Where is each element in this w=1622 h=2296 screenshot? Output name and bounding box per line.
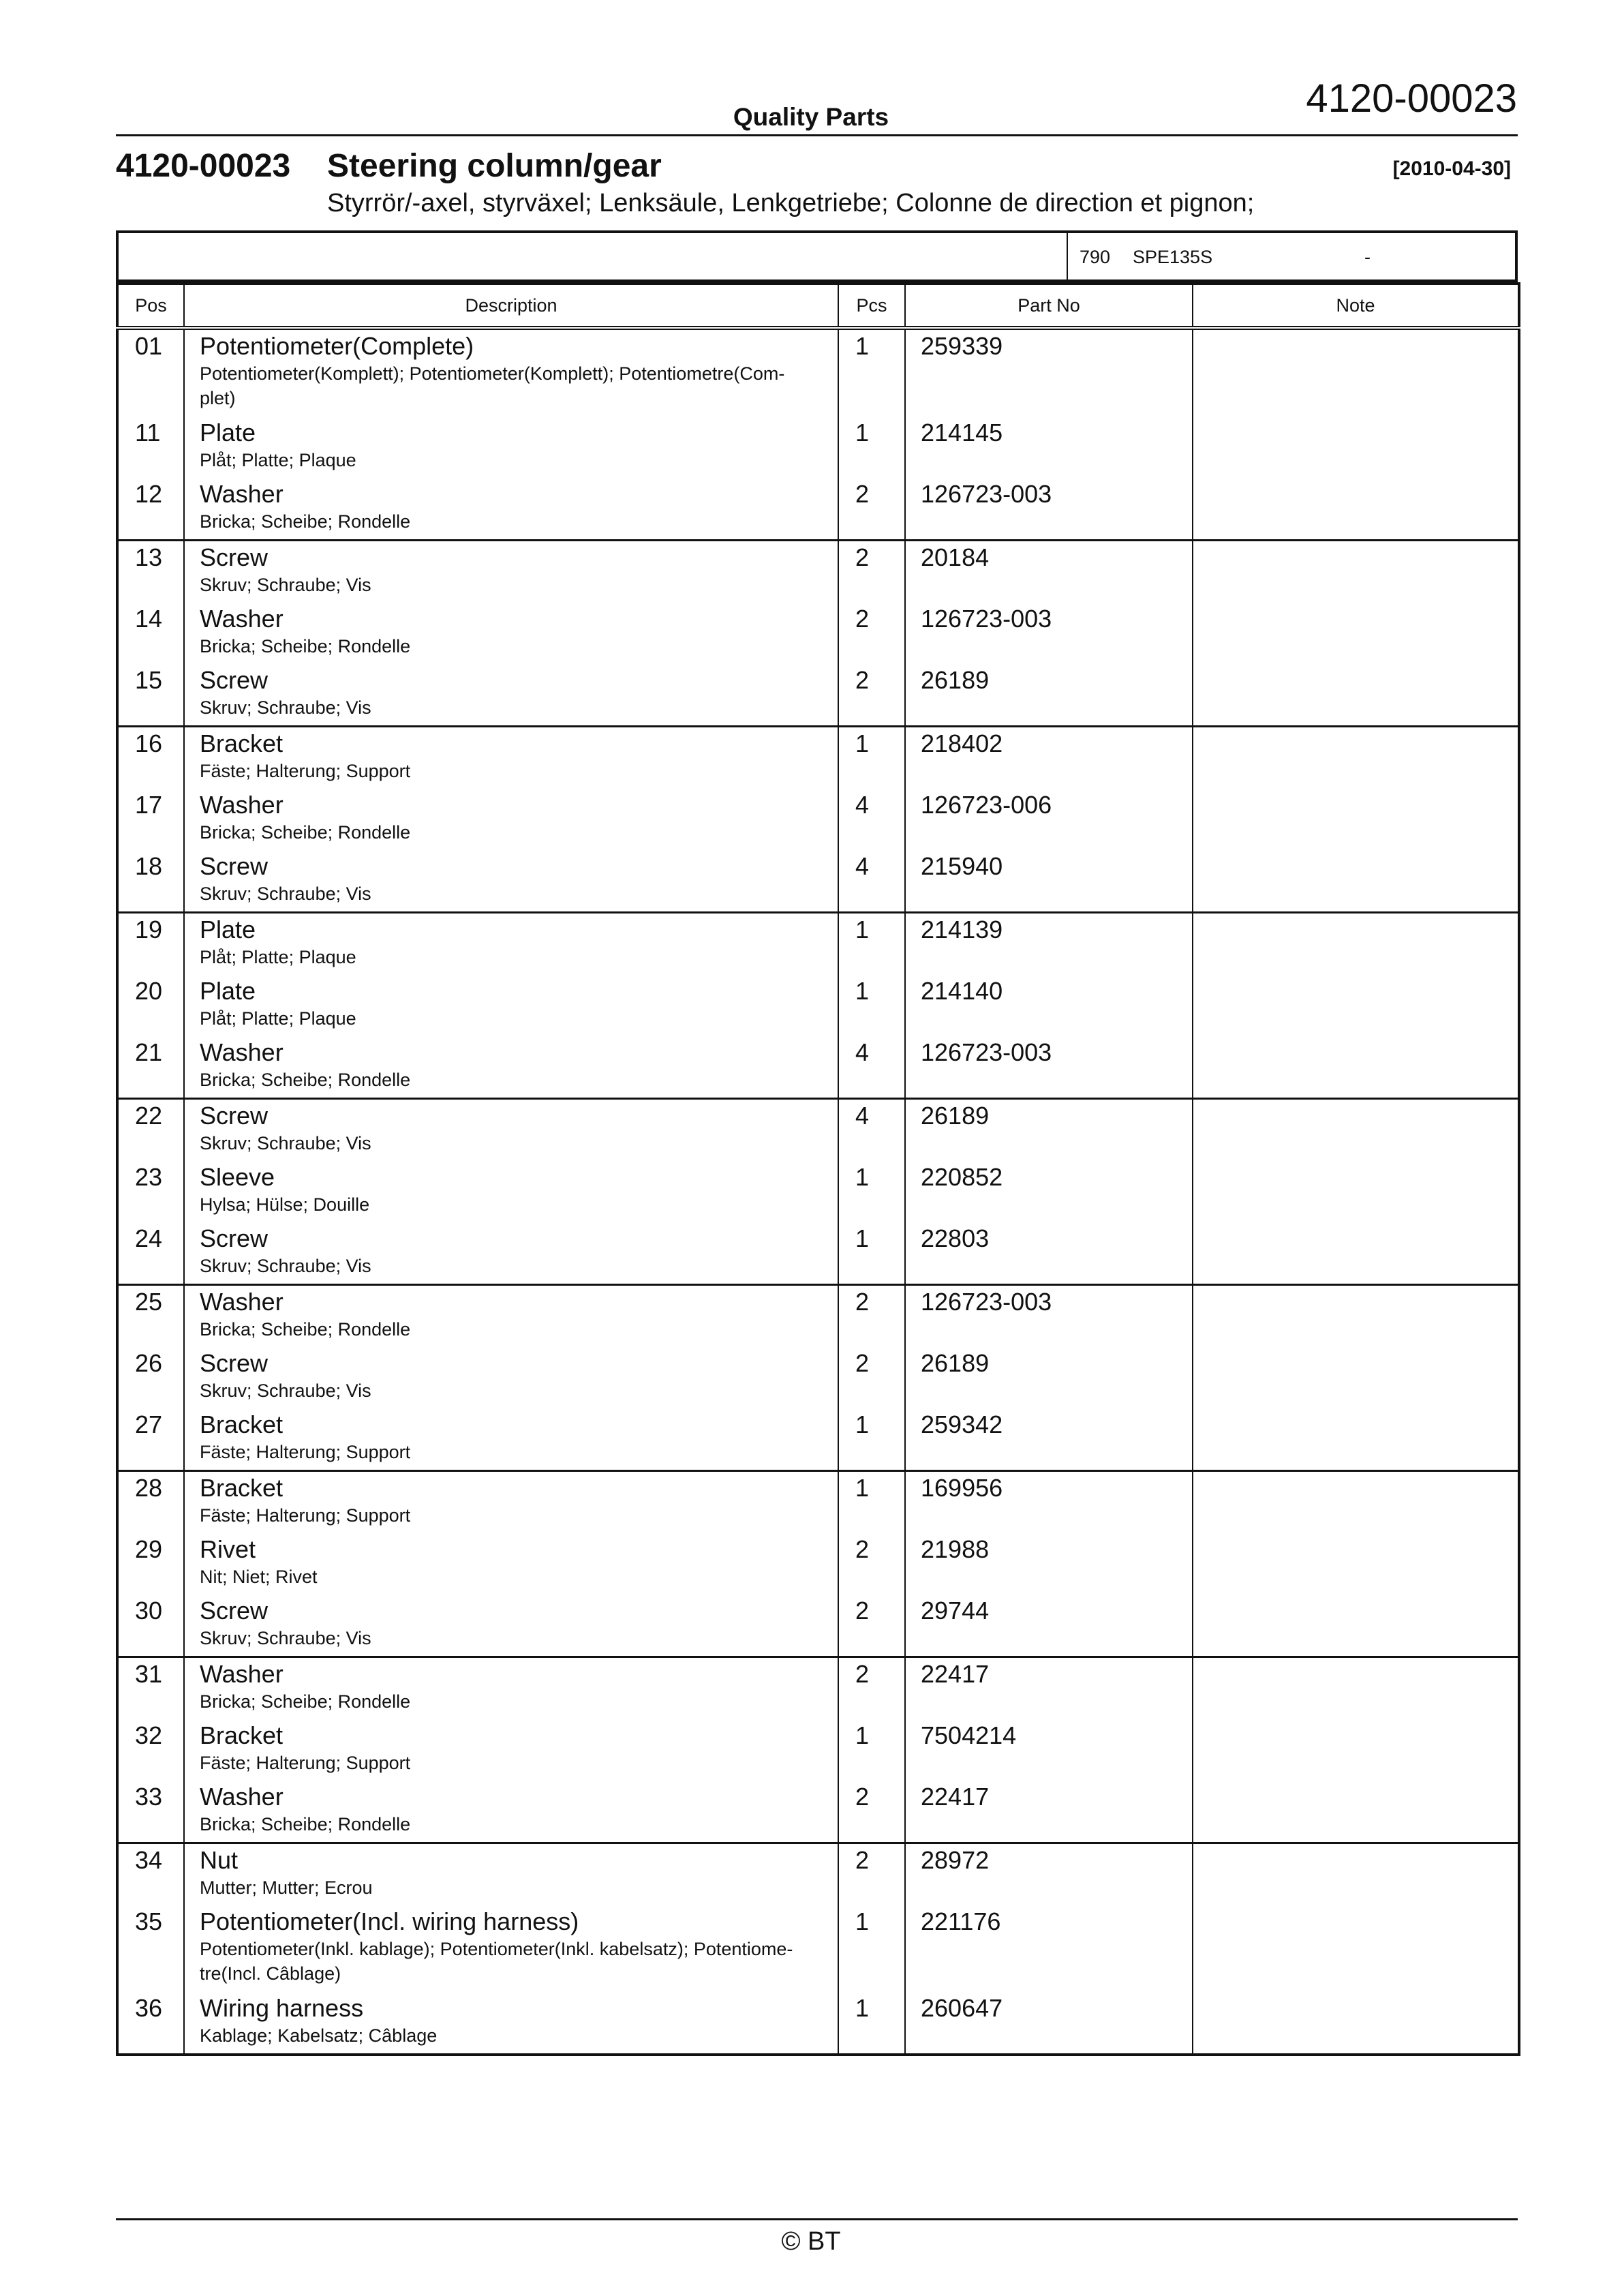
cell-part-no: 260647 <box>905 1992 1193 2055</box>
parts-group <box>117 913 1519 1099</box>
section-name: Steering column/gear <box>327 148 662 184</box>
cell-part-no: 214139 <box>905 913 1193 976</box>
model-name: SPE135S <box>1133 247 1213 267</box>
part-translations <box>200 1626 817 1650</box>
part-name: Potentiometer(Complete) <box>200 332 474 360</box>
part-name: Washer <box>200 791 284 819</box>
cell-part-no: 126723-003 <box>905 1285 1193 1348</box>
model-divider <box>1067 233 1068 280</box>
table-row <box>117 1408 1519 1471</box>
translation-line: Skruv; Schraube; Vis <box>200 575 371 595</box>
part-translations <box>200 1751 817 1775</box>
table-row <box>117 1657 1519 1720</box>
footer-divider <box>116 2218 1518 2220</box>
cell-pos: 21 <box>117 1036 184 1099</box>
table-row <box>117 1161 1519 1222</box>
part-name: Washer <box>200 480 284 508</box>
cell-pos: 15 <box>117 664 184 727</box>
translation-line: Plåt; Platte; Plaque <box>200 450 356 470</box>
table-row <box>117 1719 1519 1781</box>
part-translations <box>200 1503 817 1528</box>
part-name: Bracket <box>200 1721 284 1749</box>
translation-line: Hylsa; Hülse; Douille <box>200 1194 370 1215</box>
translation-line: Mutter; Mutter; Ecrou <box>200 1877 373 1898</box>
translation-line: Plåt; Platte; Plaque <box>200 1008 356 1029</box>
cell-description <box>184 603 838 664</box>
translation-line: Bricka; Scheibe; Rondelle <box>200 822 411 843</box>
translation-line: Skruv; Schraube; Vis <box>200 1256 371 1276</box>
cell-note <box>1193 1657 1519 1720</box>
translation-line: plet) <box>200 388 236 408</box>
part-translations <box>200 509 817 534</box>
part-translations <box>200 1565 817 1589</box>
cell-part-no: 7504214 <box>905 1719 1193 1781</box>
cell-pos: 11 <box>117 417 184 478</box>
cell-description <box>184 1099 838 1162</box>
translation-line: Bricka; Scheibe; Rondelle <box>200 636 411 656</box>
cell-part-no: 218402 <box>905 727 1193 789</box>
cell-pcs: 4 <box>838 1099 905 1162</box>
cell-description <box>184 1222 838 1285</box>
part-name: Nut <box>200 1846 239 1874</box>
cell-description <box>184 1843 838 1906</box>
cell-pcs: 2 <box>838 664 905 727</box>
cell-description <box>184 850 838 913</box>
part-name: Bracket <box>200 729 284 757</box>
table-row <box>117 1781 1519 1843</box>
table-row <box>117 541 1519 603</box>
parts-group <box>117 727 1519 913</box>
header-divider <box>116 134 1518 136</box>
cell-pos: 22 <box>117 1099 184 1162</box>
cell-pos: 13 <box>117 541 184 603</box>
table-row <box>117 1905 1519 1992</box>
cell-description <box>184 664 838 727</box>
part-name: Screw <box>200 1349 269 1377</box>
parts-group <box>117 328 1519 541</box>
parts-group <box>117 1843 1519 2055</box>
cell-pcs: 2 <box>838 1595 905 1657</box>
table-row <box>117 1036 1519 1099</box>
cell-pcs: 2 <box>838 1285 905 1348</box>
cell-part-no: 22417 <box>905 1657 1193 1720</box>
cell-pcs: 1 <box>838 1222 905 1285</box>
cell-note <box>1193 1222 1519 1285</box>
table-row <box>117 1222 1519 1285</box>
translation-line: Skruv; Schraube; Vis <box>200 1628 371 1648</box>
cell-note <box>1193 913 1519 976</box>
table-row <box>117 417 1519 478</box>
cell-part-no: 21988 <box>905 1533 1193 1595</box>
parts-group <box>117 1285 1519 1471</box>
cell-note <box>1193 789 1519 850</box>
cell-note <box>1193 1992 1519 2055</box>
cell-part-no: 169956 <box>905 1471 1193 1534</box>
translation-line: Fäste; Halterung; Support <box>200 1505 411 1526</box>
cell-part-no: 214140 <box>905 975 1193 1036</box>
cell-pcs: 1 <box>838 1471 905 1534</box>
translation-line: Fäste; Halterung; Support <box>200 761 411 781</box>
translation-line: Bricka; Scheibe; Rondelle <box>200 1691 411 1712</box>
cell-description <box>184 1781 838 1843</box>
cell-part-no: 220852 <box>905 1161 1193 1222</box>
translation-line: Bricka; Scheibe; Rondelle <box>200 1319 411 1340</box>
table-row <box>117 1099 1519 1162</box>
cell-pos: 16 <box>117 727 184 789</box>
cell-pos: 35 <box>117 1905 184 1992</box>
cell-description <box>184 1036 838 1099</box>
cell-pos: 26 <box>117 1347 184 1408</box>
model-box <box>116 230 1518 282</box>
part-translations <box>200 945 817 969</box>
model-number: 790 <box>1080 247 1111 267</box>
cell-part-no: 126723-003 <box>905 478 1193 541</box>
cell-pos: 27 <box>117 1408 184 1471</box>
cell-pos: 24 <box>117 1222 184 1285</box>
cell-part-no: 126723-003 <box>905 1036 1193 1099</box>
part-translations <box>200 573 817 597</box>
cell-description <box>184 789 838 850</box>
table-row <box>117 789 1519 850</box>
document-code: 4120-00023 <box>1306 76 1517 121</box>
cell-pcs: 2 <box>838 1657 905 1720</box>
part-name: Screw <box>200 1102 269 1130</box>
cell-pos: 01 <box>117 328 184 417</box>
parts-group <box>117 1471 1519 1657</box>
parts-group <box>117 1099 1519 1285</box>
cell-part-no: 259342 <box>905 1408 1193 1471</box>
cell-part-no: 126723-003 <box>905 603 1193 664</box>
cell-description <box>184 478 838 541</box>
table-row <box>117 1285 1519 1348</box>
translation-line: Bricka; Scheibe; Rondelle <box>200 1814 411 1834</box>
cell-pos: 19 <box>117 913 184 976</box>
parts-table <box>116 282 1520 2056</box>
part-translations <box>200 448 817 472</box>
cell-pcs: 1 <box>838 727 905 789</box>
section-date: [2010-04-30] <box>1392 157 1511 180</box>
cell-part-no: 22417 <box>905 1781 1193 1843</box>
cell-description <box>184 975 838 1036</box>
table-row <box>117 975 1519 1036</box>
translation-line: Skruv; Schraube; Vis <box>200 1133 371 1153</box>
cell-description <box>184 1408 838 1471</box>
part-translations <box>200 634 817 659</box>
part-translations <box>200 1937 817 1986</box>
table-row <box>117 1992 1519 2055</box>
part-translations <box>200 881 817 906</box>
table-row <box>117 603 1519 664</box>
cell-note <box>1193 664 1519 727</box>
translation-line: Potentiometer(Inkl. kablage); Potentiometer(Inkl. kabelsatz); Potentiome- <box>200 1939 793 1959</box>
cell-pcs: 2 <box>838 541 905 603</box>
cell-part-no: 126723-006 <box>905 789 1193 850</box>
column-header-pcs: Pcs <box>838 284 905 328</box>
cell-description <box>184 913 838 976</box>
part-name: Plate <box>200 916 256 943</box>
cell-pcs: 4 <box>838 1036 905 1099</box>
cell-pos: 17 <box>117 789 184 850</box>
cell-pcs: 2 <box>838 1781 905 1843</box>
cell-pos: 29 <box>117 1533 184 1595</box>
part-name: Sleeve <box>200 1163 275 1191</box>
part-translations <box>200 361 817 410</box>
cell-note <box>1193 1161 1519 1222</box>
cell-pos: 30 <box>117 1595 184 1657</box>
cell-description <box>184 328 838 417</box>
cell-description <box>184 1347 838 1408</box>
cell-part-no: 259339 <box>905 328 1193 417</box>
table-row <box>117 1595 1519 1657</box>
translation-line: Skruv; Schraube; Vis <box>200 1380 371 1401</box>
cell-pcs: 4 <box>838 850 905 913</box>
table-row <box>117 1533 1519 1595</box>
cell-pos: 18 <box>117 850 184 913</box>
cell-note <box>1193 1036 1519 1099</box>
table-header-row <box>117 284 1519 328</box>
table-row <box>117 1347 1519 1408</box>
cell-pcs: 1 <box>838 975 905 1036</box>
column-header-description: Description <box>184 284 838 328</box>
cell-pcs: 1 <box>838 417 905 478</box>
cell-pcs: 1 <box>838 1161 905 1222</box>
table-row <box>117 1843 1519 1906</box>
part-translations <box>200 695 817 720</box>
cell-description <box>184 417 838 478</box>
part-translations <box>200 1875 817 1900</box>
cell-note <box>1193 975 1519 1036</box>
translation-line: Bricka; Scheibe; Rondelle <box>200 511 411 532</box>
part-name: Screw <box>200 852 269 880</box>
part-name: Washer <box>200 1288 284 1316</box>
document-title: Quality Parts <box>733 103 889 131</box>
cell-pcs: 1 <box>838 328 905 417</box>
cell-note <box>1193 1781 1519 1843</box>
table-row <box>117 478 1519 541</box>
table-row <box>117 328 1519 417</box>
cell-part-no: 28972 <box>905 1843 1193 1906</box>
cell-pos: 20 <box>117 975 184 1036</box>
translation-line: Plåt; Platte; Plaque <box>200 947 356 967</box>
part-name: Washer <box>200 605 284 633</box>
cell-pcs: 2 <box>838 1533 905 1595</box>
parts-group <box>117 1657 1519 1843</box>
cell-description <box>184 1161 838 1222</box>
cell-pcs: 1 <box>838 913 905 976</box>
cell-pcs: 4 <box>838 789 905 850</box>
cell-pos: 32 <box>117 1719 184 1781</box>
cell-description <box>184 541 838 603</box>
cell-pcs: 1 <box>838 1992 905 2055</box>
cell-pcs: 1 <box>838 1905 905 1992</box>
cell-pos: 31 <box>117 1657 184 1720</box>
translation-line: Skruv; Schraube; Vis <box>200 883 371 904</box>
cell-pos: 25 <box>117 1285 184 1348</box>
cell-part-no: 26189 <box>905 1099 1193 1162</box>
cell-description <box>184 1285 838 1348</box>
part-translations <box>200 1440 817 1464</box>
translation-line: Potentiometer(Komplett); Potentiometer(Komplett); Potentiometre(Com- <box>200 363 785 384</box>
cell-pos: 36 <box>117 1992 184 2055</box>
cell-note <box>1193 850 1519 913</box>
cell-part-no: 221176 <box>905 1905 1193 1992</box>
part-name: Bracket <box>200 1474 284 1502</box>
part-name: Washer <box>200 1038 284 1066</box>
cell-description <box>184 1533 838 1595</box>
cell-pos: 34 <box>117 1843 184 1906</box>
cell-description <box>184 1471 838 1534</box>
cell-description <box>184 1905 838 1992</box>
part-name: Screw <box>200 1224 269 1252</box>
cell-part-no: 26189 <box>905 664 1193 727</box>
table-row <box>117 913 1519 976</box>
cell-note <box>1193 727 1519 789</box>
cell-note <box>1193 1843 1519 1906</box>
cell-note <box>1193 478 1519 541</box>
cell-pcs: 1 <box>838 1719 905 1781</box>
part-translations <box>200 820 817 845</box>
parts-group <box>117 541 1519 727</box>
cell-description <box>184 1719 838 1781</box>
section-translations: Styrrör/-axel, styrväxel; Lenksäule, Lenkgetriebe; Colonne de direction et pignon; <box>327 189 1255 217</box>
part-name: Rivet <box>200 1535 256 1563</box>
part-name: Screw <box>200 666 269 694</box>
cell-note <box>1193 1408 1519 1471</box>
part-translations <box>200 2023 817 2048</box>
cell-pos: 23 <box>117 1161 184 1222</box>
table-row <box>117 727 1519 789</box>
cell-description <box>184 1992 838 2055</box>
part-translations <box>200 1192 817 1217</box>
cell-description <box>184 727 838 789</box>
cell-note <box>1193 1595 1519 1657</box>
part-translations <box>200 1006 817 1031</box>
section-number: 4120-00023 <box>116 148 291 184</box>
cell-note <box>1193 1347 1519 1408</box>
table-row <box>117 850 1519 913</box>
translation-line: Bricka; Scheibe; Rondelle <box>200 1070 411 1090</box>
part-translations <box>200 1317 817 1342</box>
table-row <box>117 1471 1519 1534</box>
cell-note <box>1193 1905 1519 1992</box>
cell-pos: 28 <box>117 1471 184 1534</box>
cell-pcs: 2 <box>838 603 905 664</box>
cell-note <box>1193 328 1519 417</box>
translation-line: Fäste; Halterung; Support <box>200 1442 411 1462</box>
cell-note <box>1193 1099 1519 1162</box>
cell-pcs: 2 <box>838 1347 905 1408</box>
cell-note <box>1193 1471 1519 1534</box>
cell-note <box>1193 1285 1519 1348</box>
part-name: Bracket <box>200 1410 284 1438</box>
footer-copyright: © BT <box>781 2227 841 2256</box>
cell-description <box>184 1595 838 1657</box>
cell-pcs: 1 <box>838 1408 905 1471</box>
cell-pcs: 2 <box>838 478 905 541</box>
part-name: Plate <box>200 419 256 447</box>
cell-pos: 33 <box>117 1781 184 1843</box>
part-translations <box>200 1068 817 1092</box>
part-translations <box>200 1812 817 1837</box>
cell-pos: 12 <box>117 478 184 541</box>
part-name: Washer <box>200 1660 284 1688</box>
model-variant: - <box>1364 247 1371 267</box>
cell-part-no: 22803 <box>905 1222 1193 1285</box>
cell-note <box>1193 417 1519 478</box>
translation-line: Kablage; Kabelsatz; Câblage <box>200 2025 438 2046</box>
cell-description <box>184 1657 838 1720</box>
part-translations <box>200 1131 817 1155</box>
cell-note <box>1193 603 1519 664</box>
cell-part-no: 215940 <box>905 850 1193 913</box>
part-name: Wiring harness <box>200 1994 364 2022</box>
cell-part-no: 26189 <box>905 1347 1193 1408</box>
translation-line: Skruv; Schraube; Vis <box>200 697 371 718</box>
cell-note <box>1193 1719 1519 1781</box>
part-name: Potentiometer(Incl. wiring harness) <box>200 1907 579 1935</box>
translation-line: tre(Incl. Câblage) <box>200 1963 341 1984</box>
cell-note <box>1193 541 1519 603</box>
part-name: Screw <box>200 543 269 571</box>
column-header-part-no: Part No <box>905 284 1193 328</box>
column-header-note: Note <box>1193 284 1519 328</box>
cell-part-no: 29744 <box>905 1595 1193 1657</box>
table-row <box>117 664 1519 727</box>
part-translations <box>200 1254 817 1278</box>
part-name: Plate <box>200 977 256 1005</box>
translation-line: Fäste; Halterung; Support <box>200 1753 411 1773</box>
column-header-pos: Pos <box>117 284 184 328</box>
part-translations <box>200 1689 817 1714</box>
part-name: Washer <box>200 1783 284 1811</box>
cell-note <box>1193 1533 1519 1595</box>
part-translations <box>200 1378 817 1403</box>
part-translations <box>200 759 817 783</box>
cell-part-no: 214145 <box>905 417 1193 478</box>
translation-line: Nit; Niet; Rivet <box>200 1567 318 1587</box>
cell-part-no: 20184 <box>905 541 1193 603</box>
part-name: Screw <box>200 1597 269 1625</box>
cell-pos: 14 <box>117 603 184 664</box>
cell-pcs: 2 <box>838 1843 905 1906</box>
